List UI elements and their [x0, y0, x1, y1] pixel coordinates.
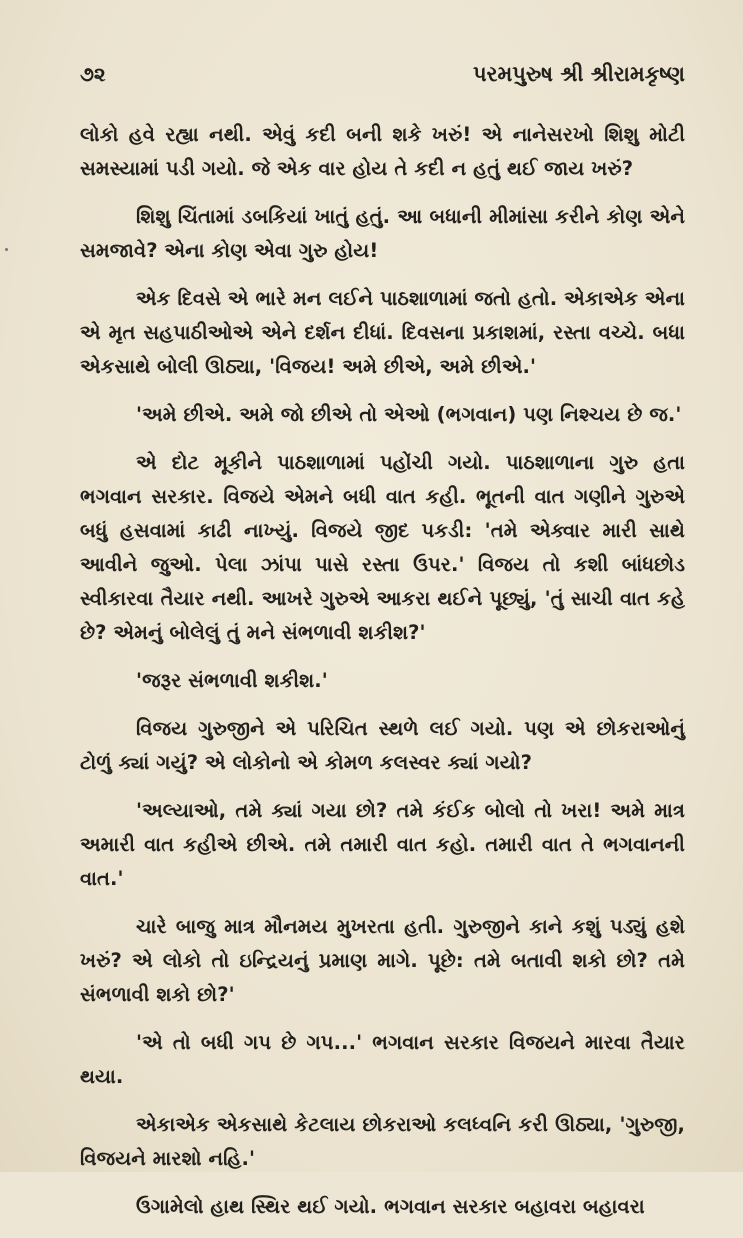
- paragraph-7: વિજય ગુરુજીને એ પરિચિત સ્થળે લઈ ગયો. પણ એ છોકરાઓનું ટોળું ક્યાં ગયું? એ લોકોનો એ કોમળ કલસ્વર ક્યાં ગયો?: [80, 717, 685, 774]
- page-speck: [5, 248, 8, 251]
- paragraph-10: 'એ તો બધી ગપ છે ગપ...' ભગવાન સરકાર વિજયને મારવા તૈયાર થયા.: [80, 1031, 685, 1088]
- body-text: [80, 118, 685, 1238]
- page-header: [80, 62, 685, 102]
- paragraph-3: એક દિવસે એ ભારે મન લઈને પાઠશાળામાં જતો હતો. એકાએક એના એ મૃત સહપાઠીઓએ એને દર્શન દીધાં. દિવસના પ્રકાશમાં, રસ્તા વચ્ચે. બધા એકસાથે બોલી ઊઠ્યા, 'વિજય! અમે છીએ, અમે છીએ.': [80, 287, 685, 378]
- page-number: ૭૨: [80, 62, 106, 86]
- paragraph-11: એકાએક એકસાથે કેટલાય છોકરાઓ કલધ્વનિ કરી ઊઠ્યા, 'ગુરુજી, વિજયને મારશો નહિ.': [80, 1113, 685, 1170]
- paragraph-9: ચારે બાજુ માત્ર મૌનમય મુખરતા હતી. ગુરુજીને કાને કશું પડ્યું હશે ખરું? એ લોકો તો ઇન્દ્રિયનું પ્રમાણ માગે. પૂછે: તમે બતાવી શકો છો? તમે સંભળાવી શકો છો?': [80, 915, 685, 1006]
- paragraph-5: એ દોટ મૂકીને પાઠશાળામાં પહોંચી ગયો. પાઠશાળાના ગુરુ હતા ભગવાન સરકાર. વિજયે એમને બધી વાત કહી. ભૂતની વાત ગણીને ગુરુએ બધું હસવામાં કાઢી નાખ્યું. વિજયે જીદ પકડી: 'તમે એક્વાર મારી સાથે આવીને જુઓ. પેલા ઝાંપા પાસે રસ્તા ઉપર.' વિજય તો કશી બાંધછોડ સ્વીકારવા તૈયાર નથી. આખરે ગુરુએ આકરા થઈને પૂછ્યું, 'તું સાચી વાત કહે છે? એમનું બોલેલું તું મને સંભળાવી શકીશ?': [80, 451, 685, 644]
- paragraph-12: ઉગામેલો હાથ સ્થિર થઈ ગયો. ભગવાન સરકાર બહાવરા બહાવરા: [136, 1195, 645, 1218]
- paragraph-2: શિશુ ચિંતામાં ડબકિયાં ખાતું હતું. આ બધાની મીમાંસા કરીને કોણ એને સમજાવે? એના કોણ એવા ગુરુ હોય!: [80, 205, 685, 262]
- paragraph-6: 'જરૂર સંભળાવી શકીશ.': [136, 669, 328, 692]
- paragraph-1: લોકો હવે રહ્યા નથી. એવું કદી બની શકે ખરું! એ નાનેસરખો શિશુ મોટી સમસ્યામાં પડી ગયો. જે એક વાર હોય તે કદી ન હતું થઈ જાય ખરું?: [80, 123, 685, 180]
- running-title: પરમપુરુષ શ્રી શ્રીરામકૃષ્ણ: [472, 62, 685, 86]
- paragraph-4: 'અમે છીએ. અમે જો છીએ તો એઓ (ભગવાન) પણ નિશ્ચય છે જ.': [136, 403, 682, 426]
- paragraph-8: 'અલ્યાઓ, તમે ક્યાં ગયા છો? તમે કંઈક બોલો તો ખરા! અમે માત્ર અમારી વાત કહીએ છીએ. તમે તમારી વાત કહો. તમારી વાત તે ભગવાનની વાત.': [80, 799, 685, 890]
